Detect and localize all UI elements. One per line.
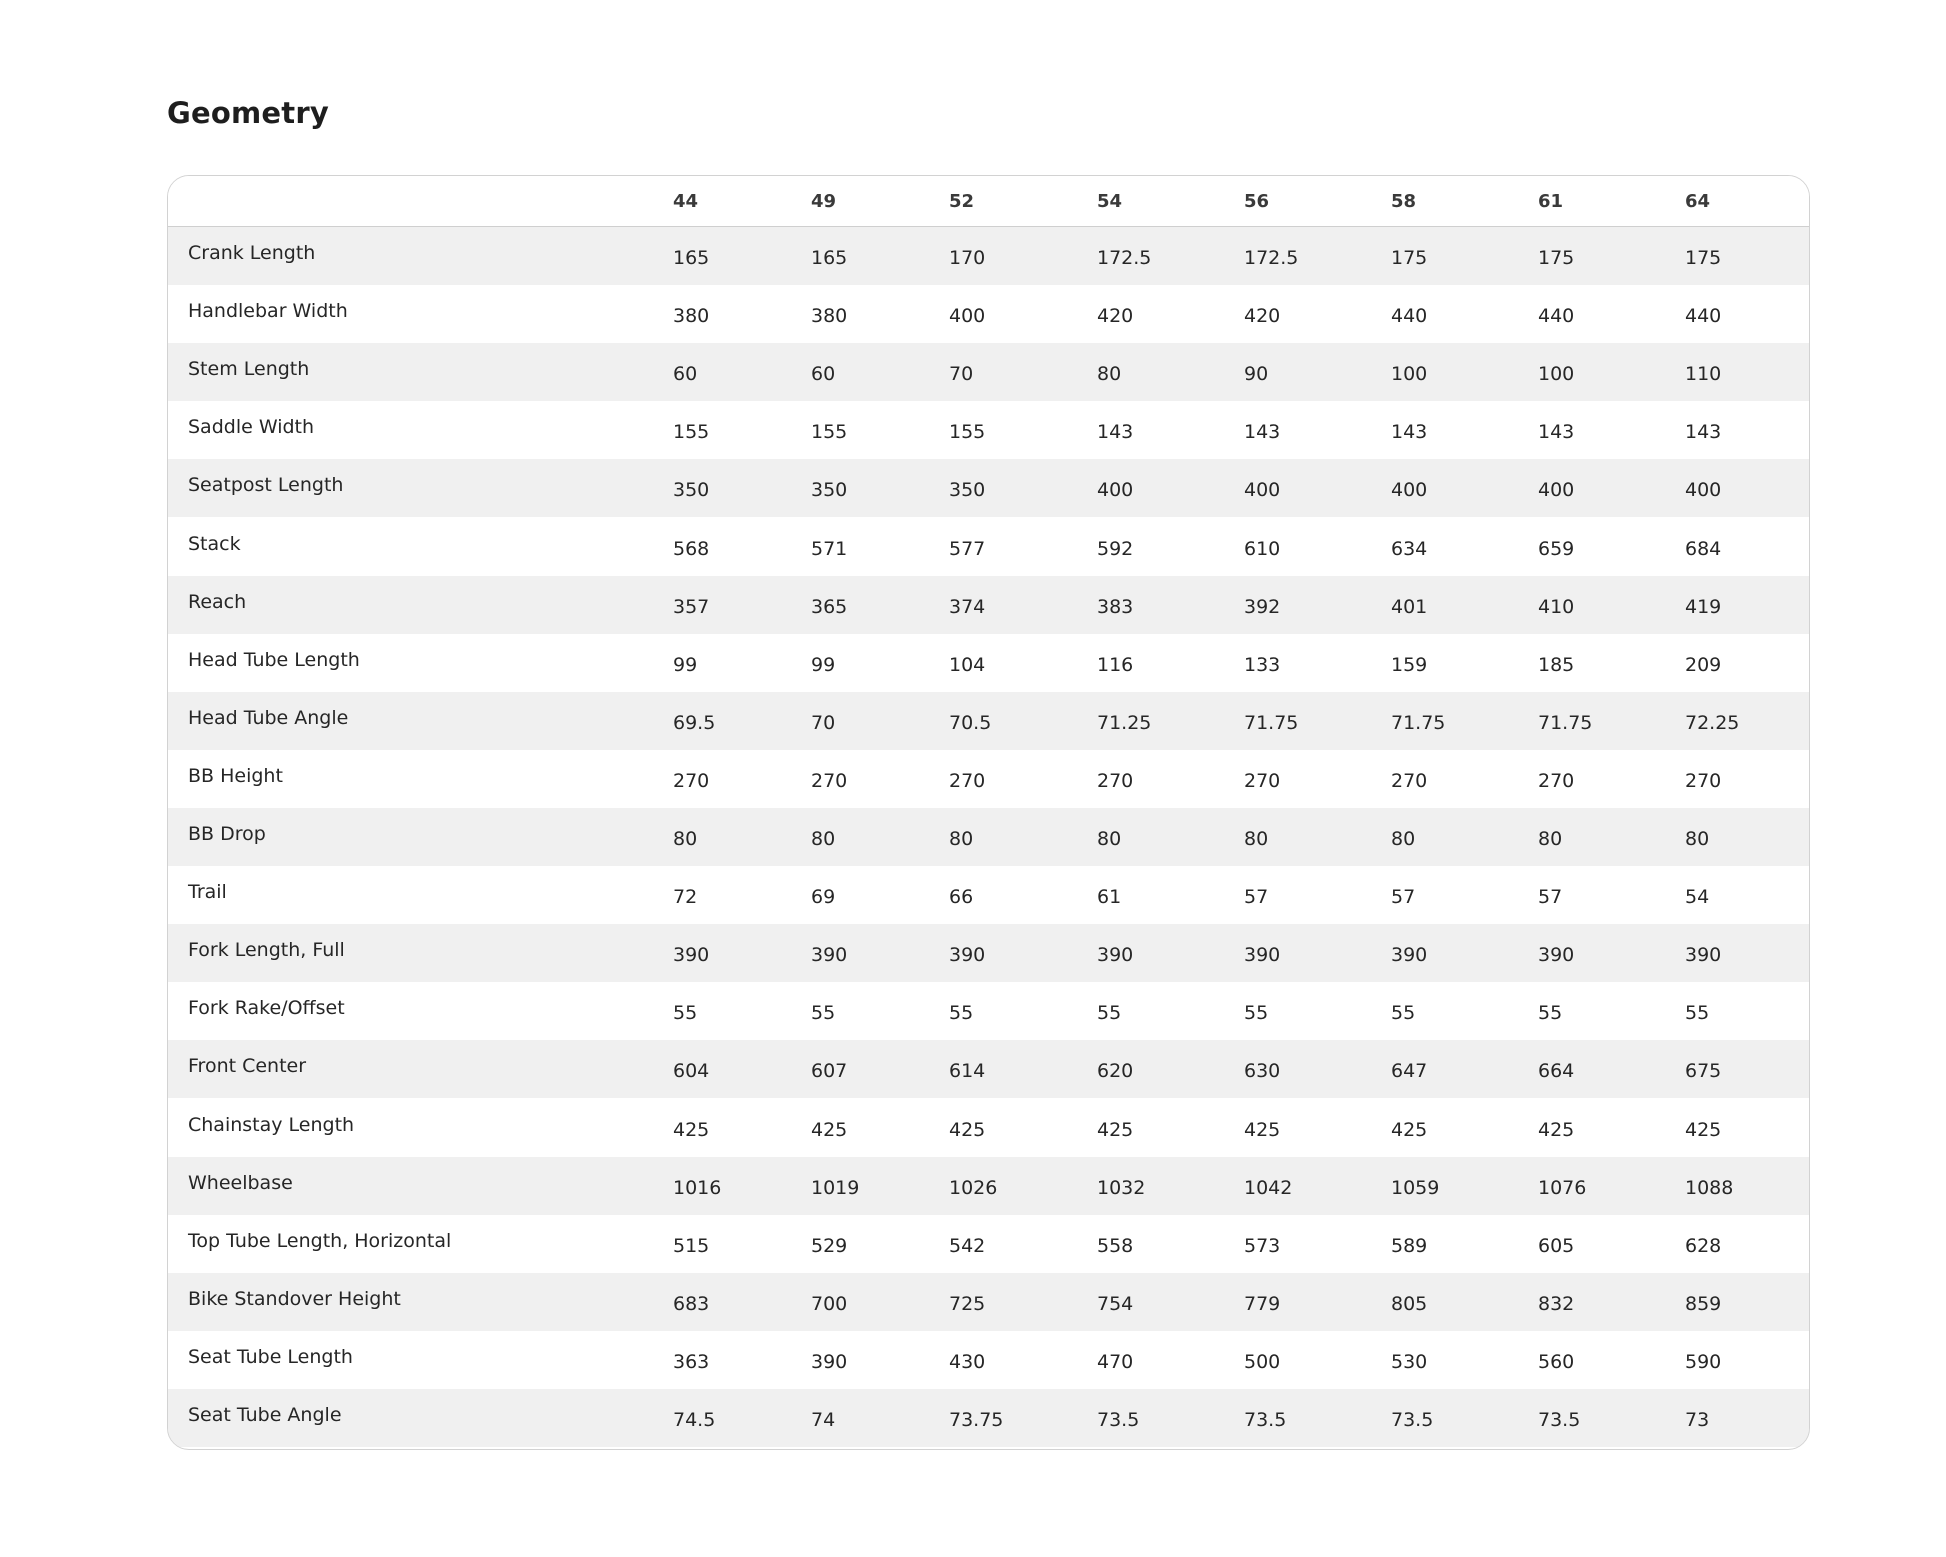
table-cell: 60 <box>673 363 698 386</box>
table-cell: 165 <box>811 247 848 269</box>
table-cell: 571 <box>811 537 848 560</box>
table-cell: 270 <box>673 769 710 792</box>
table-cell: 390 <box>1685 944 1722 967</box>
table-row <box>168 285 1809 343</box>
table-cell: 170 <box>949 247 986 269</box>
table-cell: 700 <box>811 1292 848 1315</box>
table-cell: 568 <box>673 537 710 560</box>
row-label: Crank Length <box>188 242 316 264</box>
table-cell: 73.5 <box>1097 1409 1140 1431</box>
table-cell: 425 <box>1097 1118 1134 1141</box>
column-header-size: 44 <box>673 190 699 212</box>
table-cell: 634 <box>1391 537 1428 560</box>
table-cell: 1016 <box>673 1176 722 1199</box>
table-cell: 165 <box>673 247 710 269</box>
table-cell: 1076 <box>1538 1176 1587 1199</box>
table-cell: 400 <box>1097 479 1134 502</box>
table-cell: 60 <box>811 363 836 386</box>
table-cell: 607 <box>811 1060 848 1083</box>
table-cell: 72 <box>673 886 698 909</box>
table-row <box>168 1389 1809 1447</box>
table-cell: 80 <box>1538 828 1563 850</box>
table-cell: 558 <box>1097 1234 1134 1257</box>
table-row <box>168 750 1809 808</box>
table-row <box>168 634 1809 692</box>
table-cell: 530 <box>1391 1350 1428 1373</box>
table-cell: 99 <box>673 653 698 676</box>
table-cell: 55 <box>1685 1002 1710 1025</box>
table-cell: 270 <box>1244 769 1281 792</box>
table-cell: 560 <box>1538 1350 1575 1373</box>
table-cell: 73.5 <box>1391 1409 1434 1431</box>
table-cell: 420 <box>1097 305 1134 328</box>
table-cell: 270 <box>1538 769 1575 792</box>
column-header-size: 58 <box>1391 190 1417 212</box>
table-cell: 80 <box>949 828 974 850</box>
table-cell: 590 <box>1685 1350 1722 1373</box>
table-cell: 1042 <box>1244 1176 1293 1199</box>
geometry-table <box>167 175 1810 1450</box>
table-cell: 54 <box>1685 886 1710 909</box>
table-cell: 73.75 <box>949 1409 1004 1431</box>
table-cell: 425 <box>673 1118 710 1141</box>
table-cell: 392 <box>1244 595 1281 618</box>
table-cell: 419 <box>1685 595 1722 618</box>
table-cell: 57 <box>1538 886 1563 909</box>
table-cell: 104 <box>949 653 986 676</box>
table-cell: 425 <box>949 1118 986 1141</box>
table-cell: 1088 <box>1685 1176 1734 1199</box>
table-cell: 172.5 <box>1097 247 1152 269</box>
table-cell: 400 <box>1538 479 1575 502</box>
table-cell: 647 <box>1391 1060 1428 1083</box>
table-cell: 515 <box>673 1234 710 1257</box>
row-label: Chainstay Length <box>188 1113 355 1136</box>
table-cell: 99 <box>811 653 836 676</box>
table-cell: 383 <box>1097 595 1134 618</box>
table-cell: 69 <box>811 886 836 909</box>
table-cell: 155 <box>673 421 710 444</box>
table-cell: 390 <box>949 944 986 967</box>
table-cell: 1019 <box>811 1176 860 1199</box>
row-label: Stem Length <box>188 358 310 381</box>
table-cell: 70 <box>811 711 836 734</box>
table-cell: 143 <box>1538 421 1575 444</box>
table-cell: 365 <box>811 595 848 618</box>
table-cell: 55 <box>1538 1002 1563 1025</box>
table-cell: 410 <box>1538 595 1575 618</box>
table-cell: 55 <box>673 1002 698 1025</box>
table-cell: 664 <box>1538 1060 1575 1083</box>
table-cell: 172.5 <box>1244 247 1299 269</box>
table-cell: 55 <box>949 1002 974 1025</box>
table-cell: 573 <box>1244 1234 1281 1257</box>
table-cell: 185 <box>1538 653 1575 676</box>
table-cell: 620 <box>1097 1060 1134 1083</box>
row-label: Seat Tube Angle <box>188 1404 342 1426</box>
table-row <box>168 459 1809 517</box>
table-row <box>168 1215 1809 1273</box>
table-cell: 133 <box>1244 653 1281 676</box>
table-cell: 175 <box>1685 247 1722 269</box>
table-cell: 779 <box>1244 1292 1281 1315</box>
table-row <box>168 1273 1809 1331</box>
column-header-size: 54 <box>1097 190 1123 212</box>
table-cell: 73.5 <box>1538 1409 1581 1431</box>
table-row <box>168 401 1809 459</box>
table-cell: 604 <box>673 1060 710 1083</box>
table-cell: 425 <box>811 1118 848 1141</box>
table-cell: 420 <box>1244 305 1281 328</box>
column-header-size: 61 <box>1538 190 1564 212</box>
table-cell: 71.75 <box>1244 711 1299 734</box>
table-cell: 400 <box>1391 479 1428 502</box>
row-label: Seatpost Length <box>188 474 344 497</box>
table-cell: 80 <box>1097 828 1122 850</box>
table-row <box>168 343 1809 401</box>
table-row <box>168 692 1809 750</box>
column-header-size: 64 <box>1685 190 1711 212</box>
table-cell: 350 <box>949 479 986 502</box>
table-cell: 74.5 <box>673 1409 716 1431</box>
table-cell: 143 <box>1097 421 1134 444</box>
table-cell: 175 <box>1391 247 1428 269</box>
table-cell: 90 <box>1244 363 1269 386</box>
table-cell: 577 <box>949 537 986 560</box>
table-row <box>168 982 1809 1040</box>
table-cell: 374 <box>949 595 986 618</box>
table-cell: 159 <box>1391 653 1428 676</box>
table-cell: 80 <box>811 828 836 850</box>
table-cell: 390 <box>1244 944 1281 967</box>
table-cell: 400 <box>1244 479 1281 502</box>
table-row <box>168 866 1809 924</box>
table-cell: 70 <box>949 363 974 386</box>
table-cell: 380 <box>811 305 848 328</box>
table-cell: 70.5 <box>949 711 992 734</box>
table-cell: 80 <box>1685 828 1710 850</box>
column-header-size: 49 <box>811 190 837 212</box>
table-row <box>168 1099 1809 1157</box>
row-label: BB Height <box>188 764 283 787</box>
row-label: Saddle Width <box>188 416 315 439</box>
table-row <box>168 924 1809 982</box>
table-cell: 470 <box>1097 1350 1134 1373</box>
table-cell: 72.25 <box>1685 711 1740 734</box>
table-cell: 350 <box>673 479 710 502</box>
table-row <box>168 1040 1809 1098</box>
table-row <box>168 808 1809 866</box>
table-cell: 754 <box>1097 1292 1134 1315</box>
table-cell: 425 <box>1244 1118 1281 1141</box>
table-cell: 363 <box>673 1350 710 1373</box>
table-cell: 57 <box>1391 886 1416 909</box>
table-cell: 400 <box>949 305 986 328</box>
table-cell: 116 <box>1097 653 1134 676</box>
table-header-row <box>168 176 1809 227</box>
table-cell: 143 <box>1391 421 1428 444</box>
table-cell: 430 <box>949 1350 986 1373</box>
table-cell: 589 <box>1391 1234 1428 1257</box>
column-header-size: 52 <box>949 190 975 212</box>
table-cell: 542 <box>949 1234 986 1257</box>
table-cell: 73.5 <box>1244 1409 1287 1431</box>
table-cell: 55 <box>1391 1002 1416 1025</box>
row-label: Seat Tube Length <box>188 1345 353 1368</box>
table-cell: 390 <box>811 944 848 967</box>
table-cell: 425 <box>1538 1118 1575 1141</box>
table-cell: 80 <box>673 828 698 850</box>
table-cell: 100 <box>1538 363 1575 386</box>
table-cell: 614 <box>949 1060 986 1083</box>
table-cell: 684 <box>1685 537 1722 560</box>
row-label: Head Tube Length <box>188 648 360 671</box>
table-cell: 110 <box>1685 363 1722 386</box>
table-row <box>168 518 1809 576</box>
table-cell: 440 <box>1538 305 1575 328</box>
table-cell: 80 <box>1097 363 1122 386</box>
table-cell: 55 <box>1097 1002 1122 1025</box>
row-label: Reach <box>188 590 247 613</box>
table-cell: 209 <box>1685 653 1722 676</box>
table-cell: 440 <box>1685 305 1722 328</box>
page-title: Geometry <box>167 96 329 130</box>
table-cell: 425 <box>1391 1118 1428 1141</box>
table-cell: 270 <box>949 769 986 792</box>
table-cell: 605 <box>1538 1234 1575 1257</box>
table-cell: 270 <box>1097 769 1134 792</box>
table-cell: 610 <box>1244 537 1281 560</box>
table-cell: 357 <box>673 595 710 618</box>
table-cell: 71.25 <box>1097 711 1152 734</box>
table-cell: 592 <box>1097 537 1134 560</box>
table-cell: 100 <box>1391 363 1428 386</box>
table-cell: 659 <box>1538 537 1575 560</box>
table-cell: 628 <box>1685 1234 1722 1257</box>
table-cell: 725 <box>949 1292 986 1315</box>
table-cell: 350 <box>811 479 848 502</box>
row-label: Top Tube Length, Horizontal <box>188 1229 452 1252</box>
table-row <box>168 1331 1809 1389</box>
row-label: BB Drop <box>188 823 266 845</box>
table-cell: 1032 <box>1097 1176 1146 1199</box>
table-cell: 832 <box>1538 1292 1575 1315</box>
table-cell: 683 <box>673 1292 710 1315</box>
table-cell: 80 <box>1244 828 1269 850</box>
table-cell: 66 <box>949 886 974 909</box>
table-cell: 61 <box>1097 886 1122 909</box>
table-cell: 675 <box>1685 1060 1722 1083</box>
row-label: Bike Standover Height <box>188 1287 401 1310</box>
table-cell: 390 <box>1538 944 1575 967</box>
row-label: Trail <box>188 881 227 904</box>
table-cell: 57 <box>1244 886 1269 909</box>
table-cell: 143 <box>1685 421 1722 444</box>
table-cell: 270 <box>1391 769 1428 792</box>
row-label: Fork Length, Full <box>188 939 345 962</box>
table-row <box>168 1157 1809 1215</box>
table-cell: 71.75 <box>1391 711 1446 734</box>
table-cell: 55 <box>1244 1002 1269 1025</box>
table-cell: 380 <box>673 305 710 328</box>
row-label: Head Tube Angle <box>188 706 349 729</box>
table-cell: 859 <box>1685 1292 1722 1315</box>
table-cell: 1026 <box>949 1176 998 1199</box>
table-cell: 1059 <box>1391 1176 1440 1199</box>
table-cell: 440 <box>1391 305 1428 328</box>
table-cell: 74 <box>811 1409 836 1431</box>
table-cell: 500 <box>1244 1350 1281 1373</box>
row-label: Wheelbase <box>188 1171 293 1194</box>
row-label: Front Center <box>188 1055 307 1078</box>
table-cell: 270 <box>1685 769 1722 792</box>
table-cell: 529 <box>811 1234 848 1257</box>
table-cell: 400 <box>1685 479 1722 502</box>
column-header-size: 56 <box>1244 190 1270 212</box>
table-cell: 71.75 <box>1538 711 1593 734</box>
table-cell: 630 <box>1244 1060 1281 1083</box>
table-cell: 390 <box>811 1350 848 1373</box>
table-cell: 175 <box>1538 247 1575 269</box>
row-label: Handlebar Width <box>188 300 348 323</box>
table-cell: 270 <box>811 769 848 792</box>
row-label: Stack <box>188 532 241 555</box>
row-label: Fork Rake/Offset <box>188 997 345 1020</box>
table-cell: 425 <box>1685 1118 1722 1141</box>
table-cell: 55 <box>811 1002 836 1025</box>
table-cell: 155 <box>811 421 848 444</box>
table-cell: 80 <box>1391 828 1416 850</box>
table-cell: 390 <box>673 944 710 967</box>
table-cell: 73 <box>1685 1409 1710 1431</box>
table-cell: 805 <box>1391 1292 1428 1315</box>
table-cell: 390 <box>1391 944 1428 967</box>
table-cell: 155 <box>949 421 986 444</box>
table-row <box>168 576 1809 634</box>
table-cell: 69.5 <box>673 711 716 734</box>
table-cell: 390 <box>1097 944 1134 967</box>
table-row <box>168 227 1809 285</box>
table-cell: 143 <box>1244 421 1281 444</box>
table-cell: 401 <box>1391 595 1428 618</box>
